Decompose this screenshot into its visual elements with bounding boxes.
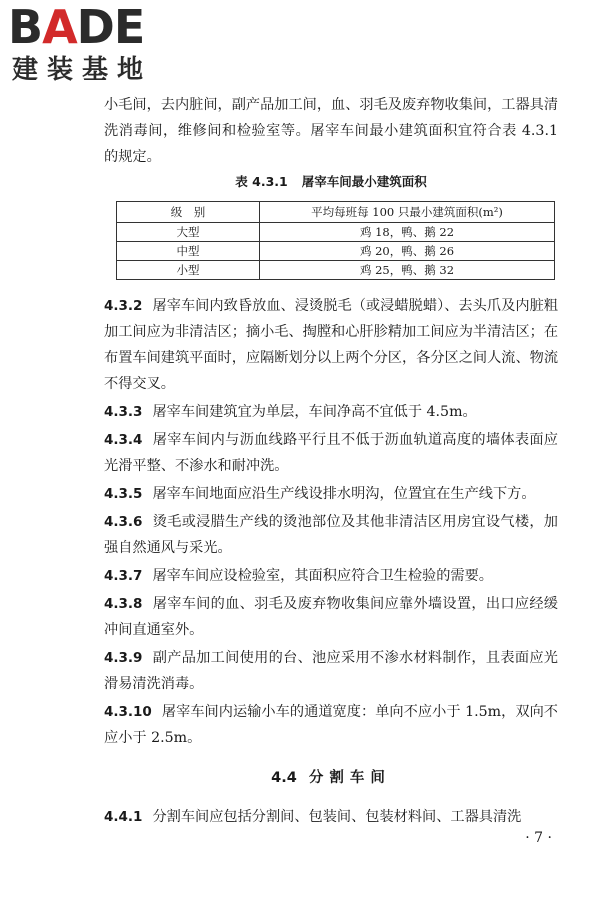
table-row bbox=[117, 261, 555, 280]
clause-4-3-5 bbox=[104, 481, 558, 507]
clause-number: 4.3.5 bbox=[104, 486, 143, 502]
section-title: 分割车间 bbox=[308, 770, 391, 786]
clause-number: 4.3.6 bbox=[104, 514, 143, 530]
clause-number: 4.4.1 bbox=[104, 809, 143, 825]
clause-4-3-3 bbox=[104, 399, 558, 425]
clause-4-3-7 bbox=[104, 563, 558, 589]
clause-number: 4.3.7 bbox=[104, 568, 143, 584]
intro-paragraph: 小毛间，去内脏间，副产品加工间，血、羽毛及废弃物收集间，工器具清洗消毒间，维修间和检验室等。屠宰车间最小建筑面积宜符合表 4.3.1 的规定。 bbox=[104, 97, 559, 165]
section-number: 4.4 bbox=[271, 770, 297, 786]
logo-subtitle: 建装基地 bbox=[12, 55, 153, 85]
clause-text: 屠宰车间应设检验室，其面积应符合卫生检验的需要。 bbox=[152, 568, 493, 584]
clause-4-3-8 bbox=[104, 591, 558, 643]
bade-logo bbox=[8, 0, 178, 86]
clause-4-3-10 bbox=[104, 699, 558, 751]
clause-text: 屠宰车间内运输小车的通道宽度：单向不应小于 1.5m，双向不应小于 2.5m。 bbox=[104, 704, 558, 746]
clause-list bbox=[104, 293, 558, 753]
table-header-row bbox=[117, 202, 555, 223]
clause-text: 屠宰车间内与沥血线路平行且不低于沥血轨道高度的墙体表面应光滑平整、不渗水和耐冲洗。 bbox=[104, 432, 558, 474]
table-cell: 小型 bbox=[117, 261, 260, 280]
table-row bbox=[117, 223, 555, 242]
clause-number: 4.3.2 bbox=[104, 298, 143, 314]
table-number: 表 4.3.1 bbox=[235, 174, 288, 189]
page-number: · 7 · bbox=[525, 830, 552, 846]
clause-text: 屠宰车间建筑宜为单层，车间净高不宜低于 4.5m。 bbox=[152, 404, 477, 420]
clause-text: 屠宰车间的血、羽毛及废弃物收集间应靠外墙设置，出口应经缓冲间直通室外。 bbox=[104, 596, 558, 638]
table-title: 屠宰车间最小建筑面积 bbox=[301, 174, 427, 189]
table-cell: 鸡 18，鸭、鹅 22 bbox=[260, 223, 555, 242]
table-cell: 鸡 20，鸭、鹅 26 bbox=[260, 242, 555, 261]
clause-4-3-6 bbox=[104, 509, 558, 561]
logo-wordmark: BADE bbox=[8, 0, 145, 54]
clause-text: 烫毛或浸腊生产线的烫池部位及其他非清洁区用房宜设气楼，加强自然通风与采光。 bbox=[104, 514, 558, 556]
table-cell: 大型 bbox=[117, 223, 260, 242]
clause-number: 4.3.8 bbox=[104, 596, 143, 612]
clause-text: 副产品加工间使用的台、池应采用不渗水材料制作，且表面应光滑易清洗消毒。 bbox=[104, 650, 558, 692]
clause-text: 分割车间应包括分割间、包装间、包装材料间、工器具清洗 bbox=[152, 809, 522, 825]
table-row bbox=[117, 242, 555, 261]
clause-4-3-2 bbox=[104, 293, 558, 397]
clause-number: 4.3.9 bbox=[104, 650, 143, 666]
clause-number: 4.3.3 bbox=[104, 404, 143, 420]
column-header-area: 平均每班每 100 只最小建筑面积(m²) bbox=[260, 202, 555, 223]
clause-text: 屠宰车间内致昏放血、浸烫脱毛（或浸蜡脱蜡）、去头爪及内脏粗加工间应为非清洁区；摘小毛、掏膛和心肝胗精加工间应为半清洁区；在布置车间建筑平面时，应隔断划分以上两个分区，各分区之间人流、物流不得交叉。 bbox=[104, 298, 559, 392]
clause-number: 4.3.10 bbox=[104, 704, 152, 720]
clause-number: 4.3.4 bbox=[104, 432, 143, 448]
table-caption bbox=[104, 172, 558, 190]
section-heading bbox=[104, 766, 558, 787]
clause-text: 屠宰车间地面应沿生产线设排水明沟，位置宜在生产线下方。 bbox=[152, 486, 536, 502]
clause-4-4-1 bbox=[104, 804, 558, 832]
clause-4-3-9 bbox=[104, 645, 558, 697]
area-table bbox=[116, 201, 555, 280]
column-header-grade: 级 别 bbox=[117, 202, 260, 223]
clause-4-3-4 bbox=[104, 427, 558, 479]
table-cell: 中型 bbox=[117, 242, 260, 261]
table-cell: 鸡 25，鸭、鹅 32 bbox=[260, 261, 555, 280]
